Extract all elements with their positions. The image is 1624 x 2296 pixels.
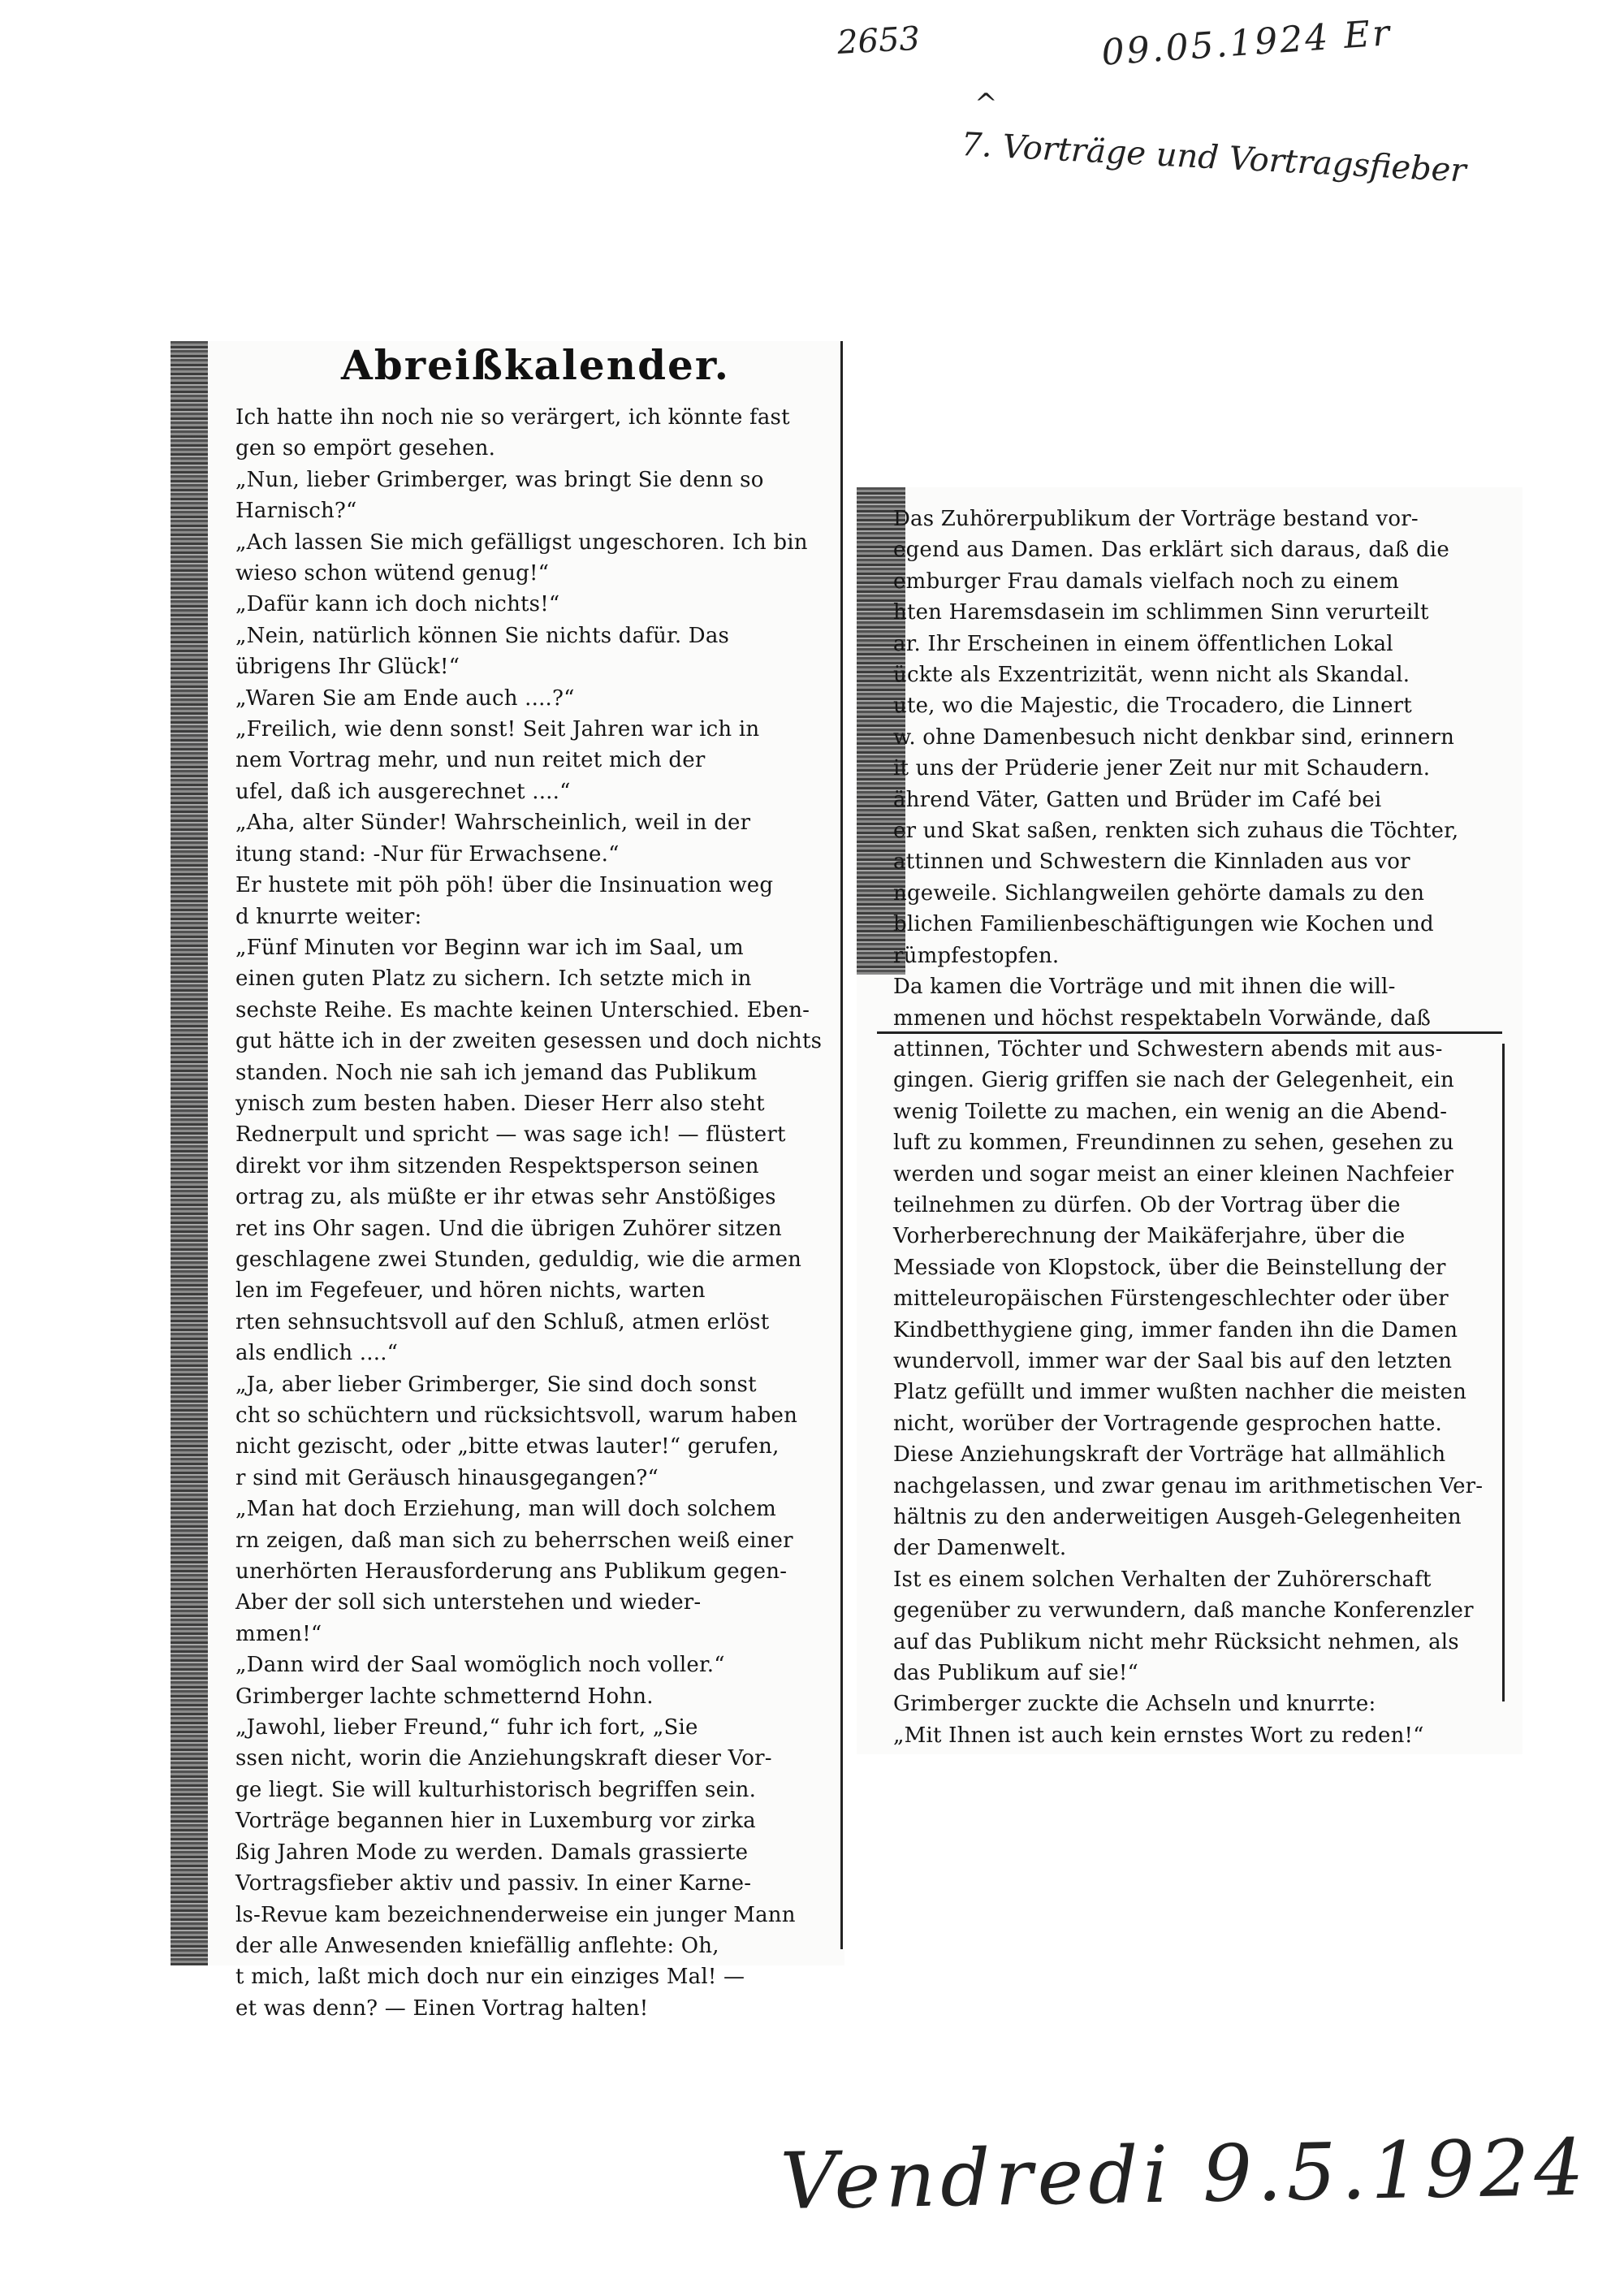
text-line: mmenen und höchst respektabeln Vorwände, daß <box>893 1005 1432 1031</box>
text-line: gingen. Gierig griffen sie nach der Gelegenheit, ein <box>893 1068 1454 1093</box>
text-line: „Freilich, wie denn sonst! Seit Jahren war ich in <box>235 717 760 742</box>
text-line: ute, wo die Majestic, die Trocadero, die Linnert <box>893 694 1412 719</box>
text-line: egend aus Damen. Das erklärt sich daraus, daß die <box>893 538 1449 563</box>
text-line: als endlich ....“ <box>235 1341 399 1366</box>
column-rule <box>840 341 843 1949</box>
text-line: mmen!“ <box>235 1621 322 1646</box>
text-line: ortrag zu, als müßte er ihr etwas sehr Anstößiges <box>235 1185 776 1210</box>
text-line: Messiade von Klopstock, über die Beinstellung der <box>893 1255 1446 1280</box>
text-line: einen guten Platz zu sichern. Ich setzte mich in <box>235 966 752 992</box>
text-line: hältnis zu den anderweitigen Ausgeh-Gelegenheiten <box>893 1505 1462 1529</box>
text-line: „Aha, alter Sünder! Wahrscheinlich, weil in der <box>235 811 751 836</box>
text-line: ar. Ihr Erscheinen in einem öffentlichen Lokal <box>893 631 1393 656</box>
text-line: Grimberger lachte schmetternd Hohn. <box>235 1684 654 1709</box>
text-line: der alle Anwesenden kniefällig anflehte: Oh, <box>235 1933 719 1958</box>
text-line: „Ach lassen Sie mich gefälligst ungeschoren. Ich bin <box>235 530 808 555</box>
weekday-date-annotation: Vendredi 9.5.1924 <box>780 2121 1590 2227</box>
text-line: Da kamen die Vorträge und mit ihnen die will- <box>893 975 1396 1000</box>
article-title: Abreißkalender. <box>341 341 731 389</box>
text-line: Platz gefüllt und immer wußten nachher die meisten <box>893 1380 1467 1405</box>
text-line: len im Fegefeuer, und hören nichts, warten <box>235 1278 706 1304</box>
text-line: Das Zuhörerpublikum der Vorträge bestand vor- <box>893 507 1419 531</box>
text-line: emburger Frau damals vielfach noch zu einem <box>893 569 1399 594</box>
text-line: übrigens Ihr Glück!“ <box>235 655 460 680</box>
topic-annotation: 7. Vorträge und Vortragsfieber <box>960 126 1467 190</box>
text-line: geschlagene zwei Stunden, geduldig, wie die armen <box>235 1247 802 1272</box>
text-line: ngeweile. Sichlangweilen gehörte damals zu den <box>893 880 1425 906</box>
text-line: das Publikum auf sie!“ <box>893 1661 1139 1686</box>
text-line: „Fünf Minuten vor Beginn war ich im Saal, um <box>235 935 744 960</box>
text-line: et was denn? — Einen Vortrag halten! <box>235 1995 649 2021</box>
text-line: gegenüber zu verwundern, daß manche Konferenzler <box>893 1598 1474 1624</box>
text-line: ährend Väter, Gatten und Brüder im Café bei <box>893 787 1382 812</box>
text-line: Vortragsfieber aktiv und passiv. In einer Karne- <box>235 1871 752 1896</box>
text-line: Ich hatte ihn noch nie so verärgert, ich könnte fast <box>235 405 790 430</box>
insertion-caret-mark: ^ <box>974 88 998 120</box>
text-line: ret ins Ohr sagen. Und die übrigen Zuhörer sitzen <box>235 1216 782 1241</box>
text-line: t mich, laßt mich doch nur ein einziges Mal! — <box>235 1965 745 1990</box>
text-line: ynisch zum besten haben. Dieser Herr also steht <box>235 1091 765 1116</box>
text-line: ückte als Exzentrizität, wenn nicht als Skandal. <box>893 663 1410 688</box>
text-line: d knurrte weiter: <box>235 904 422 929</box>
text-line: nem Vortrag mehr, und nun reitet mich der <box>235 748 706 773</box>
text-line: Er hustete mit pöh pöh! über die Insinuation weg <box>235 873 774 898</box>
text-line: gut hätte ich in der zweiten gesessen und doch nichts <box>235 1029 823 1054</box>
text-line: auf das Publikum nicht mehr Rücksicht nehmen, als <box>893 1629 1459 1654</box>
text-line: „Man hat doch Erziehung, man will doch solchem <box>235 1497 777 1522</box>
text-line: „Mit Ihnen ist auch kein ernstes Wort zu reden!“ <box>893 1723 1424 1748</box>
text-line: hten Haremsdasein im schlimmen Sinn verurteilt <box>893 600 1429 625</box>
text-line: Harnisch?“ <box>235 499 357 524</box>
left-column-text <box>235 402 836 2024</box>
text-line: luft zu kommen, Freundinnen zu sehen, gesehen zu <box>893 1131 1454 1156</box>
text-line: ge liegt. Sie will kulturhistorisch begriffen sein. <box>235 1777 757 1802</box>
text-line: teilnehmen zu dürfen. Ob der Vortrag über die <box>893 1192 1401 1217</box>
text-line: „Ja, aber lieber Grimberger, Sie sind doch sonst <box>235 1372 757 1397</box>
right-column-text <box>893 504 1494 1751</box>
text-line: Diese Anziehungskraft der Vorträge hat allmählich <box>893 1442 1446 1468</box>
column-rule-right <box>1502 1044 1505 1701</box>
text-line: wieso schon wütend genug!“ <box>235 561 550 586</box>
text-line: nachgelassen, und zwar genau im arithmetischen Ver- <box>893 1473 1484 1498</box>
scan-edge-shadow <box>171 341 208 1965</box>
text-line: „Nein, natürlich können Sie nichts dafür. Das <box>235 623 730 648</box>
text-line: Aber der soll sich unterstehen und wieder- <box>235 1590 702 1615</box>
text-line: blichen Familienbeschäftigungen wie Kochen und <box>893 912 1434 937</box>
text-line: rten sehnsuchtsvoll auf den Schluß, atmen erlöst <box>235 1309 770 1334</box>
text-line: werden und sogar meist an einer kleinen Nachfeier <box>893 1161 1454 1187</box>
text-line: der Damenwelt. <box>893 1536 1067 1561</box>
text-line: Vorherberechnung der Maikäferjahre, über die <box>893 1224 1406 1249</box>
text-line: unerhörten Herausforderung ans Publikum gegen- <box>235 1559 788 1585</box>
text-line: r sind mit Geräusch hinausgegangen?“ <box>235 1465 659 1490</box>
text-line: „Dann wird der Saal womöglich noch voller.“ <box>235 1653 725 1678</box>
text-line: rümpfestopfen. <box>893 943 1060 968</box>
text-line: Vorträge begannen hier in Luxemburg vor zirka <box>235 1809 756 1834</box>
text-line: wundervoll, immer war der Saal bis auf den letzten <box>893 1348 1453 1373</box>
text-line: attinnen, Töchter und Schwestern abends mit aus- <box>893 1036 1443 1062</box>
text-line: attinnen und Schwestern die Kinnladen aus vor <box>893 850 1410 875</box>
text-line: sechste Reihe. Es machte keinen Unterschied. Eben- <box>235 997 810 1023</box>
text-line: Rednerpult und spricht — was sage ich! — flüstert <box>235 1122 786 1148</box>
text-line: er und Skat saßen, renkten sich zuhaus die Töchter, <box>893 819 1459 844</box>
text-line: gen so empört gesehen. <box>235 436 496 461</box>
text-line: rn zeigen, daß man sich zu beherrschen weiß einer <box>235 1528 793 1553</box>
text-line: it uns der Prüderie jener Zeit nur mit Schaudern. <box>893 756 1431 781</box>
text-line: ls-Revue kam bezeichnenderweise ein junger Mann <box>235 1902 796 1927</box>
text-line: Kindbetthygiene ging, immer fanden ihn die Damen <box>893 1317 1458 1343</box>
text-line: mitteleuropäischen Fürstengeschlechter oder über <box>893 1286 1449 1312</box>
text-line: ssen nicht, worin die Anziehungskraft dieser Vor- <box>235 1746 772 1771</box>
text-line: w. ohne Damenbesuch nicht denkbar sind, erinnern <box>893 724 1455 750</box>
text-line: ßig Jahren Mode zu werden. Damals grassierte <box>235 1840 749 1865</box>
text-line: direkt vor ihm sitzenden Respektsperson seinen <box>235 1153 759 1178</box>
archive-number-annotation: 2653 <box>836 19 922 62</box>
text-line: standen. Noch nie sah ich jemand das Publikum <box>235 1060 758 1085</box>
text-line: itung stand: -Nur für Erwachsene.“ <box>235 841 620 867</box>
text-line: „Dafür kann ich doch nichts!“ <box>235 592 560 617</box>
text-line: nicht gezischt, oder „bitte etwas lauter!“ gerufen, <box>235 1434 780 1459</box>
text-line: Ist es einem solchen Verhalten der Zuhörerschaft <box>893 1567 1432 1592</box>
text-line: „Waren Sie am Ende auch ....?“ <box>235 685 575 711</box>
text-line: Grimberger zuckte die Achseln und knurrte: <box>893 1692 1376 1717</box>
text-line: cht so schüchtern und rücksichtsvoll, warum haben <box>235 1403 798 1428</box>
text-line: „Nun, lieber Grimberger, was bringt Sie denn so <box>235 467 764 492</box>
text-line: ufel, daß ich ausgerechnet ....“ <box>235 779 571 804</box>
text-line: „Jawohl, lieber Freund,“ fuhr ich fort, „Sie <box>235 1715 698 1740</box>
text-line: nicht, worüber der Vortragende gesprochen hatte. <box>893 1411 1442 1436</box>
text-line: wenig Toilette zu machen, ein wenig an die Abend- <box>893 1099 1448 1124</box>
date-annotation: 09.05.1924 Er <box>1100 12 1393 74</box>
